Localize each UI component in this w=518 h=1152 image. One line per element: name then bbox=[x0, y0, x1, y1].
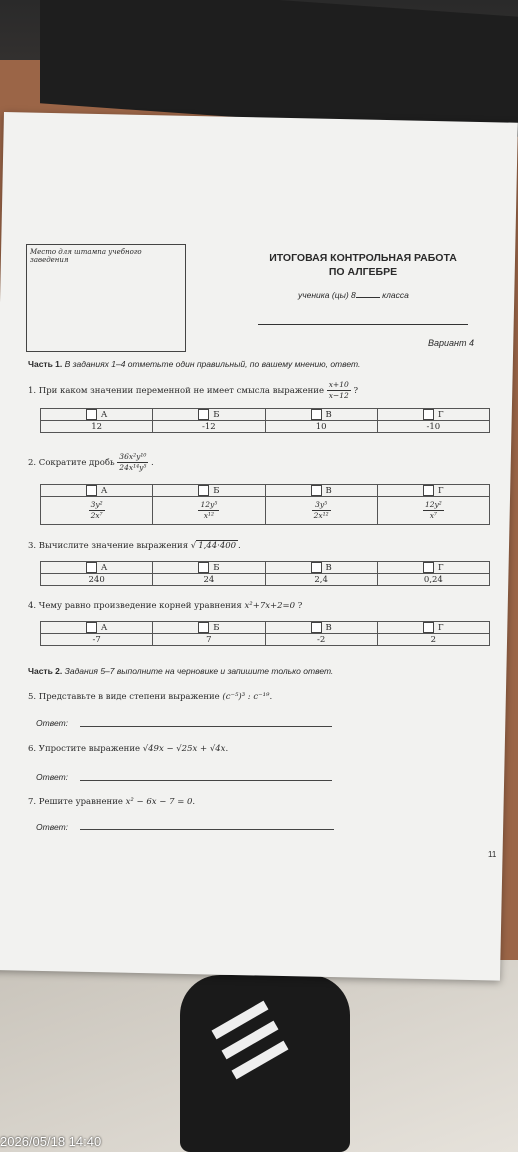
q7-answer-label: Ответ: bbox=[36, 822, 69, 832]
q1-tail: ? bbox=[353, 386, 359, 396]
title-line-2: ПО АЛГЕБРЕ bbox=[328, 266, 398, 278]
signature-line bbox=[258, 324, 468, 325]
q4-text: 4. Чему равно произведение корней уравнения bbox=[28, 601, 242, 611]
q4-option-c[interactable] bbox=[265, 622, 377, 634]
q2-value-c-den: 2x¹² bbox=[313, 511, 329, 520]
page-title bbox=[260, 251, 466, 279]
q2-value-a bbox=[41, 497, 153, 525]
q3-options bbox=[40, 561, 490, 586]
checkbox-icon[interactable] bbox=[423, 409, 434, 420]
q2-value-b-num: 12y⁵ bbox=[200, 500, 218, 509]
q1-num: x+10 bbox=[328, 380, 349, 389]
q2-num: 36x²y¹⁰ bbox=[119, 452, 147, 461]
q2-value-b-den: x¹² bbox=[203, 511, 214, 520]
q6-expression: √49x − √25x + √4x bbox=[142, 744, 226, 754]
q4-option-b[interactable] bbox=[153, 622, 265, 634]
q7-expression: x² − 6x − 7 = 0 bbox=[125, 797, 193, 807]
option-letter: Б bbox=[213, 563, 220, 573]
q2-value-d-num: 12y² bbox=[424, 500, 442, 509]
checkbox-icon[interactable] bbox=[311, 485, 322, 496]
question-6 bbox=[28, 744, 228, 754]
q2-option-a[interactable] bbox=[41, 485, 153, 497]
option-letter: А bbox=[100, 486, 108, 496]
question-5 bbox=[28, 692, 272, 702]
student-prefix: ученика (цы) 8 bbox=[298, 290, 356, 300]
q1-option-a[interactable] bbox=[41, 409, 153, 421]
title-line-1: ИТОГОВАЯ КОНТРОЛЬНАЯ РАБОТА bbox=[269, 252, 457, 264]
checkbox-icon[interactable] bbox=[198, 485, 209, 496]
checkbox-icon[interactable] bbox=[86, 622, 97, 633]
q6-text: 6. Упростите выражение bbox=[28, 744, 141, 754]
q6-answer-field[interactable] bbox=[80, 780, 332, 781]
option-letter: Г bbox=[438, 410, 444, 420]
question-3 bbox=[28, 541, 241, 551]
q2-option-c[interactable] bbox=[265, 485, 377, 497]
checkbox-icon[interactable] bbox=[423, 485, 434, 496]
q1-value-d: -10 bbox=[377, 421, 489, 433]
q2-value-d-den: x⁷ bbox=[429, 511, 437, 520]
q3-option-c[interactable] bbox=[265, 562, 377, 574]
q1-fraction bbox=[327, 380, 351, 401]
q1-value-b: -12 bbox=[153, 421, 265, 433]
q1-value-a: 12 bbox=[41, 421, 153, 433]
q2-value-d bbox=[377, 497, 489, 525]
q3-value-b: 24 bbox=[153, 574, 265, 586]
checkbox-icon[interactable] bbox=[311, 622, 322, 633]
q5-answer-field[interactable] bbox=[80, 726, 332, 727]
q4-option-d[interactable] bbox=[377, 622, 489, 634]
q2-value-c bbox=[265, 497, 377, 525]
question-2 bbox=[28, 452, 154, 473]
checkbox-icon[interactable] bbox=[311, 562, 322, 573]
option-letter: Б bbox=[213, 623, 220, 633]
q2-option-d[interactable] bbox=[377, 485, 489, 497]
q2-tail: . bbox=[151, 458, 154, 468]
q5-expression: (c⁻⁵)³ : c⁻¹⁹ bbox=[222, 692, 270, 702]
q1-text: 1. При каком значении переменной не имеет смысла выражение bbox=[28, 386, 324, 396]
q1-option-d[interactable] bbox=[377, 409, 489, 421]
q3-text: 3. Вычислите значение выражения bbox=[28, 541, 189, 551]
variant-label: Вариант 4 bbox=[428, 338, 474, 348]
q7-text: 7. Решите уравнение bbox=[28, 797, 123, 807]
part2-heading bbox=[28, 666, 333, 676]
option-letter: Б bbox=[213, 486, 220, 496]
option-letter: В bbox=[325, 410, 332, 420]
option-letter: В bbox=[325, 563, 332, 573]
part2-label: Часть 2. bbox=[28, 666, 63, 676]
q2-value-a-den: 2x⁷ bbox=[90, 511, 103, 520]
part1-label: Часть 1. bbox=[28, 359, 63, 369]
q4-value-d: 2 bbox=[377, 634, 489, 646]
q6-answer-label: Ответ: bbox=[36, 772, 69, 782]
stamp-box bbox=[26, 244, 186, 352]
part1-heading bbox=[28, 359, 360, 369]
q3-value-a: 240 bbox=[41, 574, 153, 586]
part2-text: Задания 5–7 выполните на черновике и запишите только ответ. bbox=[64, 666, 334, 676]
class-blank bbox=[356, 297, 380, 298]
q4-value-a: -7 bbox=[41, 634, 153, 646]
q5-answer-label: Ответ: bbox=[36, 718, 69, 728]
question-4 bbox=[28, 601, 302, 611]
student-class-line bbox=[298, 290, 409, 300]
checkbox-icon[interactable] bbox=[86, 485, 97, 496]
q4-value-b: 7 bbox=[153, 634, 265, 646]
q3-option-a[interactable] bbox=[41, 562, 153, 574]
checkbox-icon[interactable] bbox=[423, 562, 434, 573]
checkbox-icon[interactable] bbox=[198, 622, 209, 633]
checkbox-icon[interactable] bbox=[423, 622, 434, 633]
q2-value-b bbox=[153, 497, 265, 525]
q4-options bbox=[40, 621, 490, 646]
q2-option-b[interactable] bbox=[153, 485, 265, 497]
q5-text: 5. Представьте в виде степени выражение bbox=[28, 692, 220, 702]
q1-options bbox=[40, 408, 490, 433]
q2-options bbox=[40, 484, 490, 525]
part1-text: В заданиях 1–4 отметьте один правильный, по вашему мнению, ответ. bbox=[64, 359, 361, 369]
q5-tail: . bbox=[269, 692, 273, 702]
q3-option-d[interactable] bbox=[377, 562, 489, 574]
q7-answer-field[interactable] bbox=[80, 829, 334, 830]
page-number: 11 bbox=[488, 850, 497, 859]
checkbox-icon[interactable] bbox=[198, 562, 209, 573]
q7-tail: . bbox=[192, 797, 196, 807]
q2-fraction bbox=[117, 452, 148, 473]
q3-value-c: 2,4 bbox=[265, 574, 377, 586]
option-letter: В bbox=[325, 623, 332, 633]
q3-radicand: 1,44·400 bbox=[198, 541, 237, 551]
checkbox-icon[interactable] bbox=[86, 409, 97, 420]
option-letter: А bbox=[100, 623, 108, 633]
q4-value-c: -2 bbox=[265, 634, 377, 646]
q6-tail: . bbox=[225, 744, 229, 754]
photo-timestamp: 2026/05/18 14:40 bbox=[0, 1134, 102, 1149]
q4-option-a[interactable] bbox=[41, 622, 153, 634]
option-letter: В bbox=[325, 486, 332, 496]
q4-expression: x²+7x+2=0 bbox=[244, 601, 296, 611]
option-letter: Б bbox=[213, 410, 220, 420]
shoe bbox=[180, 975, 350, 1152]
option-letter: А bbox=[100, 410, 108, 420]
option-letter: Г bbox=[438, 623, 444, 633]
option-letter: Г bbox=[438, 563, 444, 573]
q4-tail: ? bbox=[297, 601, 303, 611]
q3-option-b[interactable] bbox=[153, 562, 265, 574]
checkbox-icon[interactable] bbox=[86, 562, 97, 573]
question-7 bbox=[28, 797, 195, 807]
q1-den: x−12 bbox=[328, 391, 349, 400]
option-letter: Г bbox=[438, 486, 444, 496]
checkbox-icon[interactable] bbox=[311, 409, 322, 420]
q3-value-d: 0,24 bbox=[377, 574, 489, 586]
q1-option-b[interactable] bbox=[153, 409, 265, 421]
q2-den: 24x¹⁴y⁵ bbox=[119, 463, 147, 472]
q1-value-c: 10 bbox=[265, 421, 377, 433]
q3-expression: √ 1,44·400 bbox=[190, 541, 237, 551]
option-letter: А bbox=[100, 563, 108, 573]
q3-tail: . bbox=[238, 541, 241, 551]
question-1 bbox=[28, 380, 358, 401]
student-suffix: класса bbox=[382, 290, 409, 300]
stamp-label: Место для штампа учебного заведения bbox=[30, 248, 142, 264]
q2-text: 2. Сократите дробь bbox=[28, 458, 115, 468]
q2-value-c-num: 3y⁵ bbox=[312, 500, 331, 511]
q1-option-c[interactable] bbox=[265, 409, 377, 421]
checkbox-icon[interactable] bbox=[198, 409, 209, 420]
q2-value-a-num: 3y² bbox=[90, 500, 103, 509]
